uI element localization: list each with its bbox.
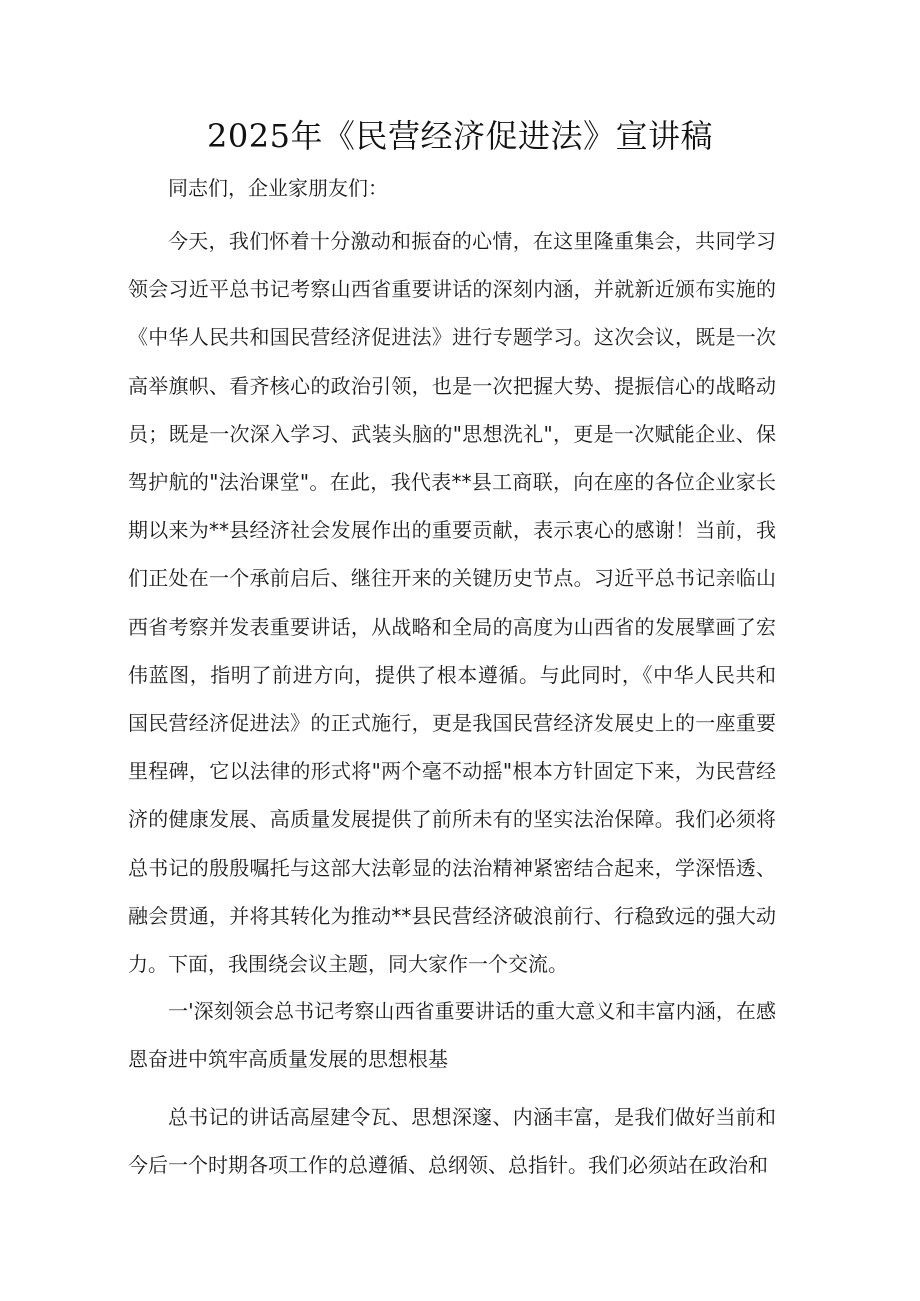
paragraph-opening: 今天，我们怀着十分激动和振奋的心情，在这里隆重集会，共同学习领会习近平总书记考察山西省重要讲话的深刻内涵，并就新近颁布实施的《中华人民共和国民营经济促进法》进行专题学习。这次会议，既是一次高举旗帜、看齐核心的政治引领，也是一次把握大势、提振信心的战略动员；既是一次深入学习、武装头脑的"思想洗礼"，更是一次赋能企业、保驾护航的"法治课堂"。在此，我代表**县工商联，向在座的各位企业家长期以来为**县经济社会发展作出的重要贡献，表示衷心的感谢！当前，我们正处在一个承前启后、继往开来的关键历史节点。习近平总书记亲临山西省考察并发表重要讲话，从战略和全局的高度为山西省的发展擘画了宏伟蓝图，指明了前进方向，提供了根本遵循。与此同时，《中华人民共和国民营经济促进法》的正式施行，更是我国民营经济发展史上的一座重要里程碑，它以法律的形式将"两个毫不动摇"根本方针固定下来，为民营经济的健康发展、高质量发展提供了前所未有的坚实法治保障。我们必须将总书记的殷殷嘱托与这部大法彰显的法治精神紧密结合起来，学深悟透、融会贯通，并将其转化为推动**县民营经济破浪前行、行稳致远的强大动力。下面，我围绕会议主题，同大家作一个交流。 xyxy=(128,229,776,977)
paragraph-section-1: 总书记的讲话高屋建令瓦、思想深邃、内涵丰富，是我们做好当前和今后一个时期各项工作的总遵循、总纲领、总指针。我们必须站在政治和 xyxy=(128,1105,776,1177)
document-title: 2025年《民营经济促进法》宣讲稿 xyxy=(207,117,713,155)
salutation: 同志们，企业家朋友们： xyxy=(168,176,388,200)
section-heading-1: 一'深刻领会总书记考察山西省重要讲话的重大意义和丰富内涵，在感恩奋进中筑牢高质量发展的思想根基 xyxy=(128,999,776,1071)
